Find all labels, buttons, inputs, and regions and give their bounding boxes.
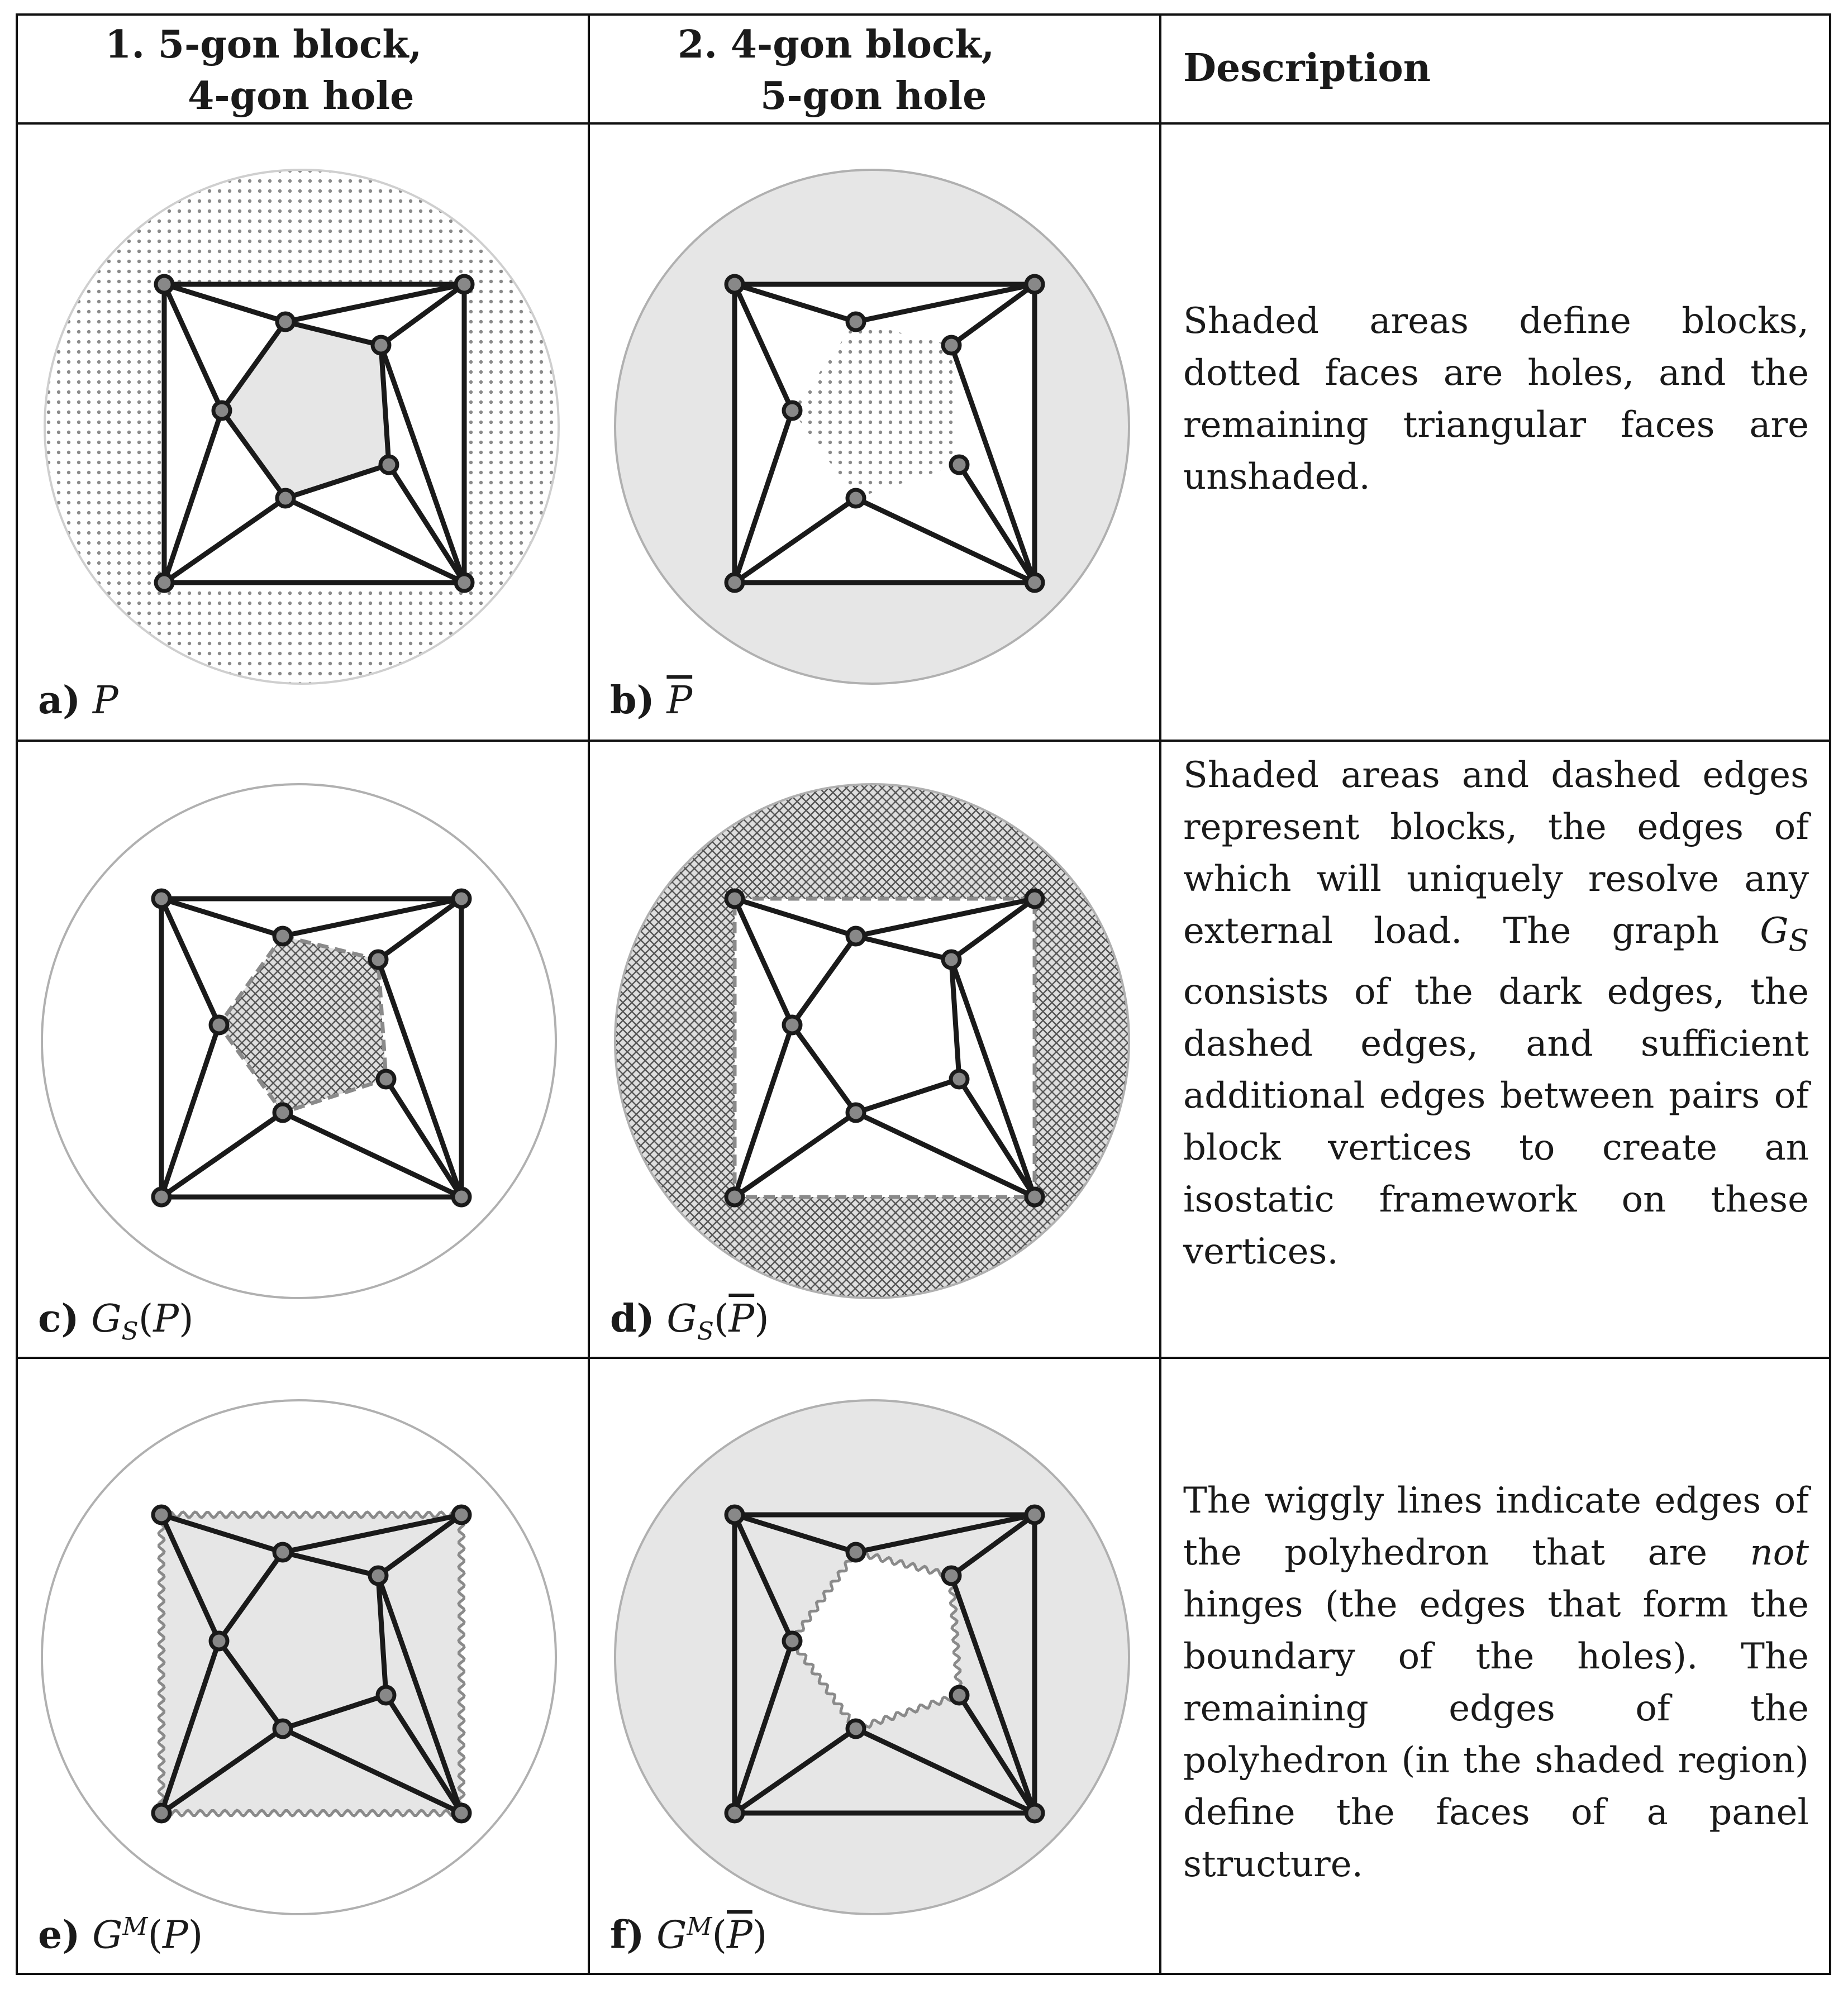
figure-a	[44, 156, 580, 692]
figure-b	[614, 156, 1150, 692]
header-col2-line2: 5-gon hole	[760, 74, 987, 118]
column-divider-1	[588, 13, 590, 1975]
row-divider-1	[16, 740, 1831, 742]
column-divider-2	[1159, 13, 1161, 1975]
header-divider	[16, 122, 1831, 125]
table-border-bottom	[16, 1973, 1831, 1975]
caption-c: c) $G_S(P)$	[38, 1296, 194, 1346]
table-border-right	[1829, 13, 1831, 1975]
description-row3: The wiggly lines indicate edges of the polyhedron that are not hinges (the edges that form the boundary of the holes). The remaining edges of the polyhedron (in the shaded region) define the faces of a panel structure.	[1183, 1480, 1809, 1885]
header-col1-line1: 1. 5-gon block,	[105, 22, 422, 67]
caption-e: e) $G^M(P)$	[38, 1912, 203, 1958]
header-col1	[105, 19, 552, 122]
caption-b: b) $\overline{P}$	[610, 678, 693, 723]
figure-e	[41, 1386, 577, 1923]
description-row1: Shaded areas define blocks, dotted faces are holes, and the remaining triangular faces are unshaded.	[1183, 301, 1809, 498]
table-border-top	[16, 13, 1831, 16]
figure-f	[614, 1386, 1150, 1923]
figure-d	[614, 770, 1150, 1306]
figure-table	[16, 13, 1831, 1975]
header-col2	[678, 19, 1125, 122]
caption-f: f) $G^M(\overline{P})$	[610, 1912, 768, 1958]
caption-a: a) P	[38, 678, 118, 723]
caption-d: d) $G_S(\overline{P})$	[610, 1296, 769, 1346]
figure-c	[41, 770, 577, 1306]
header-col2-line1: 2. 4-gon block,	[678, 22, 995, 67]
header-col1-line2: 4-gon hole	[188, 74, 415, 118]
description-row2: Shaded areas and dashed edges represent blocks, the edges of which will uniquely resolve any external load. The graph $G_S$ consists of the dark edges, the dashed edges, and sufficient additional edges between pairs of block vertices to create an isostatic framework on these vertices.	[1183, 755, 1809, 1272]
row-divider-2	[16, 1357, 1831, 1359]
header-col3: Description	[1183, 46, 1431, 90]
table-border-left	[16, 13, 18, 1975]
